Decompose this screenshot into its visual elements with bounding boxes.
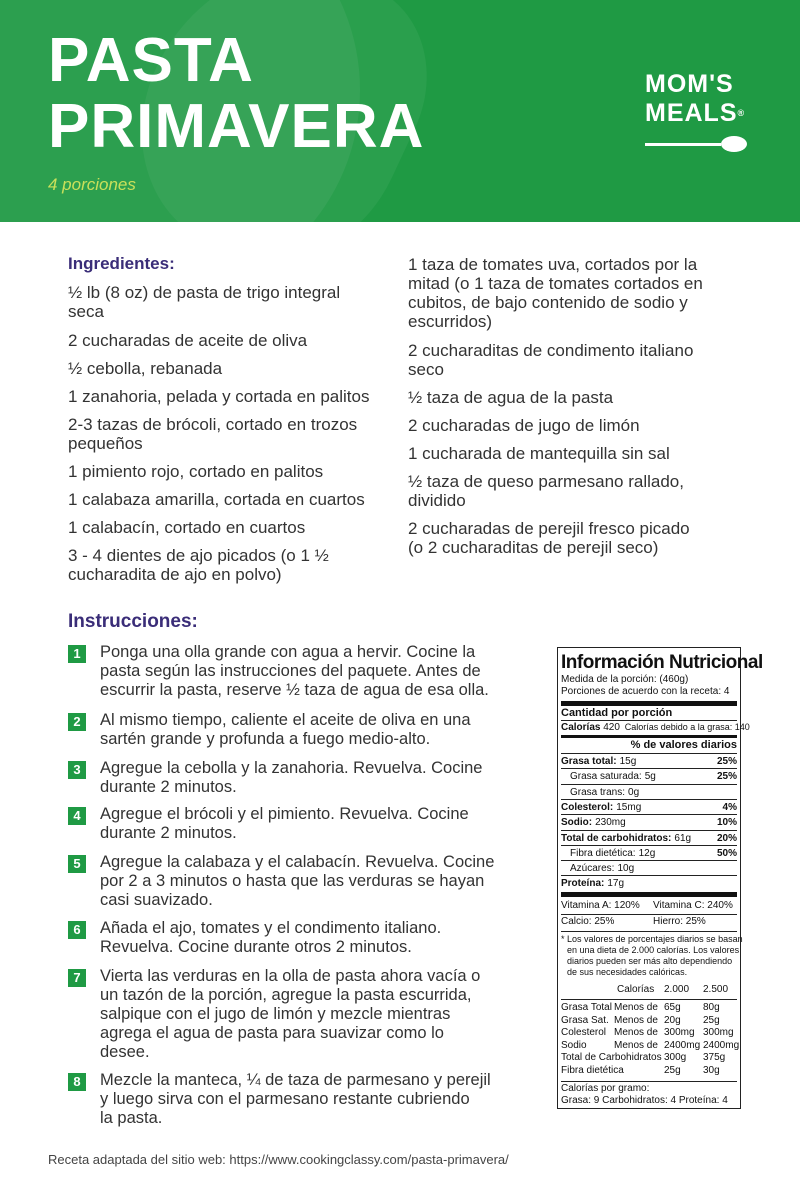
step-line: pasta según las instrucciones del paquete. Antes de bbox=[100, 662, 481, 680]
ingredient-item bbox=[68, 490, 365, 509]
thick-divider bbox=[561, 701, 737, 706]
ingredient-text: ½ cebolla, rebanada bbox=[68, 359, 223, 378]
nutrient-label: Total de carbohidratos: bbox=[561, 832, 672, 844]
title-line-2: PRIMAVERA bbox=[48, 92, 425, 161]
ingredient-text: 1 taza de tomates uva, cortados por la bbox=[408, 255, 698, 274]
step-line: Agregue la cebolla y la zanahoria. Revuelva. Cocine bbox=[100, 759, 483, 777]
ingredient-text: seca bbox=[68, 302, 104, 321]
daily-limit-cell: 65g bbox=[664, 1002, 681, 1013]
divider bbox=[561, 914, 737, 915]
calories-label: Calorías bbox=[561, 722, 601, 733]
step-line: Ponga una olla grande con agua a hervir. Cocine la bbox=[100, 643, 476, 661]
nutrient-daily-percent: 10% bbox=[716, 817, 737, 829]
step-line: un tazón de la porción, agregue la pasta escurrida, bbox=[100, 986, 472, 1004]
ingredient-text: seco bbox=[408, 360, 444, 379]
ingredient-item bbox=[68, 387, 369, 406]
calories-row bbox=[561, 721, 750, 734]
ingredient-item bbox=[408, 472, 684, 510]
ingredient-item bbox=[408, 519, 690, 557]
step-line: Al mismo tiempo, caliente el aceite de oliva en una bbox=[100, 711, 471, 729]
title-line-1: PASTA bbox=[48, 26, 254, 95]
step-line: Agregue la calabaza y el calabacín. Revuelva. Cocine bbox=[100, 853, 495, 871]
daily-limit-cell: 30g bbox=[703, 1064, 720, 1076]
nutrient-value: 15g bbox=[619, 756, 637, 767]
daily-limit-cell: Colesterol bbox=[561, 1027, 607, 1038]
nutrient-row bbox=[561, 863, 737, 875]
ingredient-item bbox=[408, 255, 703, 331]
step-number-badge: 7 bbox=[68, 969, 86, 987]
ingredient-item bbox=[408, 416, 640, 435]
step-text bbox=[100, 1071, 520, 1128]
daily-limit-cell: Grasa Total bbox=[561, 1002, 612, 1013]
ingredient-item bbox=[68, 359, 222, 378]
calories-from-fat: Calorías debido a la grasa: 140 bbox=[624, 722, 750, 732]
ingredient-text: mitad (o 1 taza de tomates cortados en bbox=[408, 274, 703, 293]
calories-per-gram-values: Grasa: 9 Carbohidratos: 4 Proteína: 4 bbox=[561, 1095, 728, 1106]
registered-mark: ® bbox=[737, 108, 745, 118]
serving-size: Medida de la porción: (460g) bbox=[561, 674, 689, 685]
step-line: durante 2 minutos. bbox=[100, 778, 237, 796]
nutrient-value: 5g bbox=[644, 771, 656, 783]
divider bbox=[561, 768, 737, 769]
step-line: Revuelva. Cocine durante otros 2 minutos. bbox=[100, 938, 412, 956]
step-text bbox=[100, 643, 520, 700]
daily-limit-cell: Menos de bbox=[614, 1014, 658, 1026]
step-line: Vierta las verduras en la olla de pasta ahora vacía o bbox=[100, 967, 481, 985]
nutrient-daily-percent: 25% bbox=[716, 756, 737, 767]
step-number-badge: 5 bbox=[68, 855, 86, 873]
divider bbox=[561, 931, 737, 932]
footnote-line: * Los valores de porcentajes diarios se basan bbox=[561, 934, 743, 944]
step-line: desee. bbox=[100, 1043, 150, 1061]
nutrient-daily-percent: 4% bbox=[722, 801, 737, 813]
ingredient-text: ½ taza de agua de la pasta bbox=[408, 388, 614, 407]
vitamin-c: Vitamina C: 240% bbox=[653, 900, 733, 911]
step-line: salpique con el jugo de limón y mezcle mientras bbox=[100, 1005, 451, 1023]
thick-divider bbox=[561, 735, 737, 738]
step-line: escurrir la pasta, reserve ½ taza de agua de esa olla. bbox=[100, 681, 489, 699]
source-footer: Receta adaptada del sitio web: https://www.cookingclassy.com/pasta-primavera/ bbox=[48, 1152, 509, 1167]
daily-limit-cell: Menos de bbox=[614, 1027, 658, 1038]
divider bbox=[561, 999, 737, 1000]
ingredient-text: 2 cucharadas de jugo de limón bbox=[408, 416, 640, 435]
step-line: durante 2 minutos. bbox=[100, 824, 237, 842]
nutrient-label: Grasa trans: bbox=[570, 786, 626, 798]
amount-per-serving: Cantidad por porción bbox=[561, 707, 673, 719]
ingredient-text: 1 calabaza amarilla, cortada en cuartos bbox=[68, 490, 365, 509]
footnote-line: de sus necesidades calóricas. bbox=[567, 967, 688, 977]
step-number-badge: 4 bbox=[68, 807, 86, 825]
nutrient-label: Grasa saturada: bbox=[570, 771, 642, 783]
nutrient-daily-percent: 20% bbox=[716, 832, 737, 844]
nutrient-label: Sodio: bbox=[561, 817, 593, 829]
header-banner bbox=[0, 0, 800, 222]
cal-header-2500: 2.500 bbox=[703, 984, 729, 995]
daily-limit-cell: 25g bbox=[703, 1014, 720, 1026]
daily-value-header: % de valores diarios bbox=[630, 739, 737, 751]
instructions-heading: Instrucciones: bbox=[68, 611, 198, 632]
step-line: Añada el ajo, tomates y el condimento italiano. bbox=[100, 919, 442, 937]
step-line: por 2 a 3 minutos o hasta que las verduras se hayan bbox=[100, 872, 485, 890]
divider bbox=[561, 784, 737, 785]
nutrient-row bbox=[561, 771, 737, 783]
logo-line-1: MOM'S bbox=[645, 70, 734, 98]
daily-limit-cell: 25g bbox=[664, 1064, 681, 1076]
divider bbox=[561, 875, 737, 876]
step-number-badge: 2 bbox=[68, 713, 86, 731]
ingredient-item bbox=[408, 341, 693, 379]
step-line: agrega el agua de pasta para suavizar como lo bbox=[100, 1024, 444, 1042]
ingredient-item bbox=[68, 331, 307, 350]
daily-limit-cell: 300mg bbox=[703, 1027, 734, 1038]
cal-header-label: Calorías bbox=[617, 984, 655, 995]
daily-limit-cell: Sodio bbox=[561, 1039, 587, 1051]
ingredient-text: (o 2 cucharaditas de perejil seco) bbox=[408, 538, 659, 557]
nutrient-label: Proteína: bbox=[561, 878, 605, 890]
footnote-line: diarios pueden ser más alto dependiendo bbox=[567, 956, 733, 966]
nutrient-label: Colesterol: bbox=[561, 801, 614, 813]
ingredient-text: 1 cucharada de mantequilla sin sal bbox=[408, 444, 670, 463]
step-number-badge: 8 bbox=[68, 1073, 86, 1091]
nutrient-row bbox=[561, 848, 737, 860]
ingredient-text: pequeños bbox=[68, 434, 143, 453]
step-text bbox=[100, 711, 520, 749]
ingredient-text: 1 calabacín, cortado en cuartos bbox=[68, 518, 306, 537]
nutrient-label: Grasa total: bbox=[561, 756, 617, 767]
ingredient-text: 1 zanahoria, pelada y cortada en palitos bbox=[68, 387, 370, 406]
nutrient-value: 12g bbox=[638, 847, 656, 859]
divider bbox=[561, 753, 737, 754]
nutrition-facts-label bbox=[557, 647, 763, 1109]
servings-per-recipe: Porciones de acuerdo con la receta: 4 bbox=[561, 686, 730, 697]
ingredient-item bbox=[68, 415, 357, 453]
ingredient-text: 2 cucharaditas de condimento italiano bbox=[408, 341, 694, 360]
step-line: y luego sirva con el parmesano restante cubriendo bbox=[100, 1090, 470, 1108]
daily-limit-cell: 80g bbox=[703, 1002, 720, 1013]
cal-header-2000: 2.000 bbox=[664, 984, 690, 995]
ingredient-item bbox=[68, 462, 323, 481]
divider bbox=[561, 799, 737, 800]
daily-limit-cell: Menos de bbox=[614, 1039, 658, 1051]
step-text bbox=[100, 967, 520, 1062]
step-line: Agregue el brócoli y el pimiento. Revuelva. Cocine bbox=[100, 805, 469, 823]
divider bbox=[561, 860, 737, 861]
calories-per-gram-label: Calorías por gramo: bbox=[561, 1083, 650, 1094]
daily-limit-cell: 375g bbox=[703, 1052, 726, 1063]
step-line: casi suavizado. bbox=[100, 891, 213, 909]
servings-label: 4 porciones bbox=[48, 175, 136, 194]
ingredients-heading: Ingredientes: bbox=[68, 254, 175, 273]
calories-value: 420 bbox=[603, 722, 620, 733]
ingredient-item bbox=[68, 283, 340, 321]
nutrient-value: 61g bbox=[674, 832, 692, 844]
vitamins-row-1 bbox=[561, 900, 737, 912]
step-text bbox=[100, 759, 520, 797]
nutrition-title: Información Nutricional bbox=[561, 652, 763, 673]
divider bbox=[561, 814, 737, 815]
daily-limit-cell: Total de Carbohidratos bbox=[561, 1052, 662, 1063]
vitamins-row-2 bbox=[561, 916, 737, 928]
divider bbox=[561, 830, 737, 831]
divider bbox=[561, 1081, 737, 1082]
daily-limit-cell: Grasa Sat. bbox=[561, 1014, 609, 1026]
step-text bbox=[100, 805, 520, 843]
nutrient-row bbox=[561, 787, 737, 799]
ingredient-text: 3 - 4 dientes de ajo picados (o 1 ½ bbox=[68, 546, 329, 565]
divider bbox=[561, 845, 737, 846]
ingredient-item bbox=[408, 388, 613, 407]
nutrient-label: Fibra dietética: bbox=[570, 847, 636, 859]
step-number-badge: 6 bbox=[68, 921, 86, 939]
ingredient-text: 2 cucharadas de aceite de oliva bbox=[68, 331, 308, 350]
nutrient-value: 10g bbox=[617, 863, 635, 875]
step-text bbox=[100, 919, 520, 957]
step-line: sartén grande y profunda a fuego medio-alto. bbox=[100, 730, 431, 748]
daily-limit-cell: 2400mg bbox=[664, 1039, 701, 1051]
moms-meals-logo bbox=[645, 70, 744, 128]
nutrient-daily-percent: 25% bbox=[716, 771, 737, 783]
nutrient-value: 15mg bbox=[616, 801, 642, 813]
ingredient-text: escurridos) bbox=[408, 312, 493, 331]
step-line: la pasta. bbox=[100, 1109, 163, 1127]
nutrient-label: Azúcares: bbox=[570, 863, 615, 875]
iron: Hierro: 25% bbox=[653, 916, 706, 927]
ingredient-text: 2-3 tazas de brócoli, cortado en trozos bbox=[68, 415, 358, 434]
daily-limit-cell: Fibra dietética bbox=[561, 1064, 624, 1076]
footnote-line: en una dieta de 2.000 calorías. Los valores bbox=[567, 945, 740, 955]
ingredient-text: cucharadita de ajo en polvo) bbox=[68, 565, 282, 584]
step-line: Mezcle la manteca, ¼ de taza de parmesano y perejil bbox=[100, 1071, 491, 1089]
nutrient-row bbox=[561, 817, 737, 829]
daily-limit-cell: Menos de bbox=[614, 1002, 658, 1013]
ingredient-item bbox=[408, 444, 670, 463]
daily-limit-cell: 20g bbox=[664, 1014, 681, 1026]
daily-limit-cell: 300mg bbox=[664, 1027, 695, 1038]
nutrient-value: 0g bbox=[628, 786, 640, 798]
spoon-icon bbox=[645, 132, 749, 156]
thick-divider bbox=[561, 892, 737, 897]
nutrient-row bbox=[561, 833, 737, 845]
nutrient-row bbox=[561, 878, 737, 890]
daily-limit-cell: 2400mg bbox=[703, 1039, 740, 1051]
nutrient-value: 230mg bbox=[595, 817, 626, 829]
ingredient-text: 1 pimiento rojo, cortado en palitos bbox=[68, 462, 324, 481]
step-number-badge: 3 bbox=[68, 761, 86, 779]
ingredient-text: cubitos, de bajo contenido de sodio y bbox=[408, 293, 688, 312]
ingredient-item bbox=[68, 518, 305, 537]
vitamin-a: Vitamina A: 120% bbox=[561, 900, 640, 911]
ingredient-text: ½ lb (8 oz) de pasta de trigo integral bbox=[68, 283, 341, 302]
nutrient-value: 17g bbox=[607, 878, 625, 890]
step-text bbox=[100, 853, 520, 910]
nutrient-row bbox=[561, 756, 737, 768]
ingredient-item bbox=[68, 546, 329, 584]
nutrient-daily-percent: 50% bbox=[716, 847, 737, 859]
logo-line-2: MEALS bbox=[645, 99, 738, 127]
calcium: Calcio: 25% bbox=[561, 916, 615, 927]
ingredient-text: ½ taza de queso parmesano rallado, bbox=[408, 472, 684, 491]
page-title bbox=[48, 28, 424, 160]
ingredient-text: 2 cucharadas de perejil fresco picado bbox=[408, 519, 690, 538]
ingredient-text: dividido bbox=[408, 491, 466, 510]
nutrient-row bbox=[561, 802, 737, 814]
step-number-badge: 1 bbox=[68, 645, 86, 663]
daily-limit-cell: 300g bbox=[664, 1052, 687, 1063]
